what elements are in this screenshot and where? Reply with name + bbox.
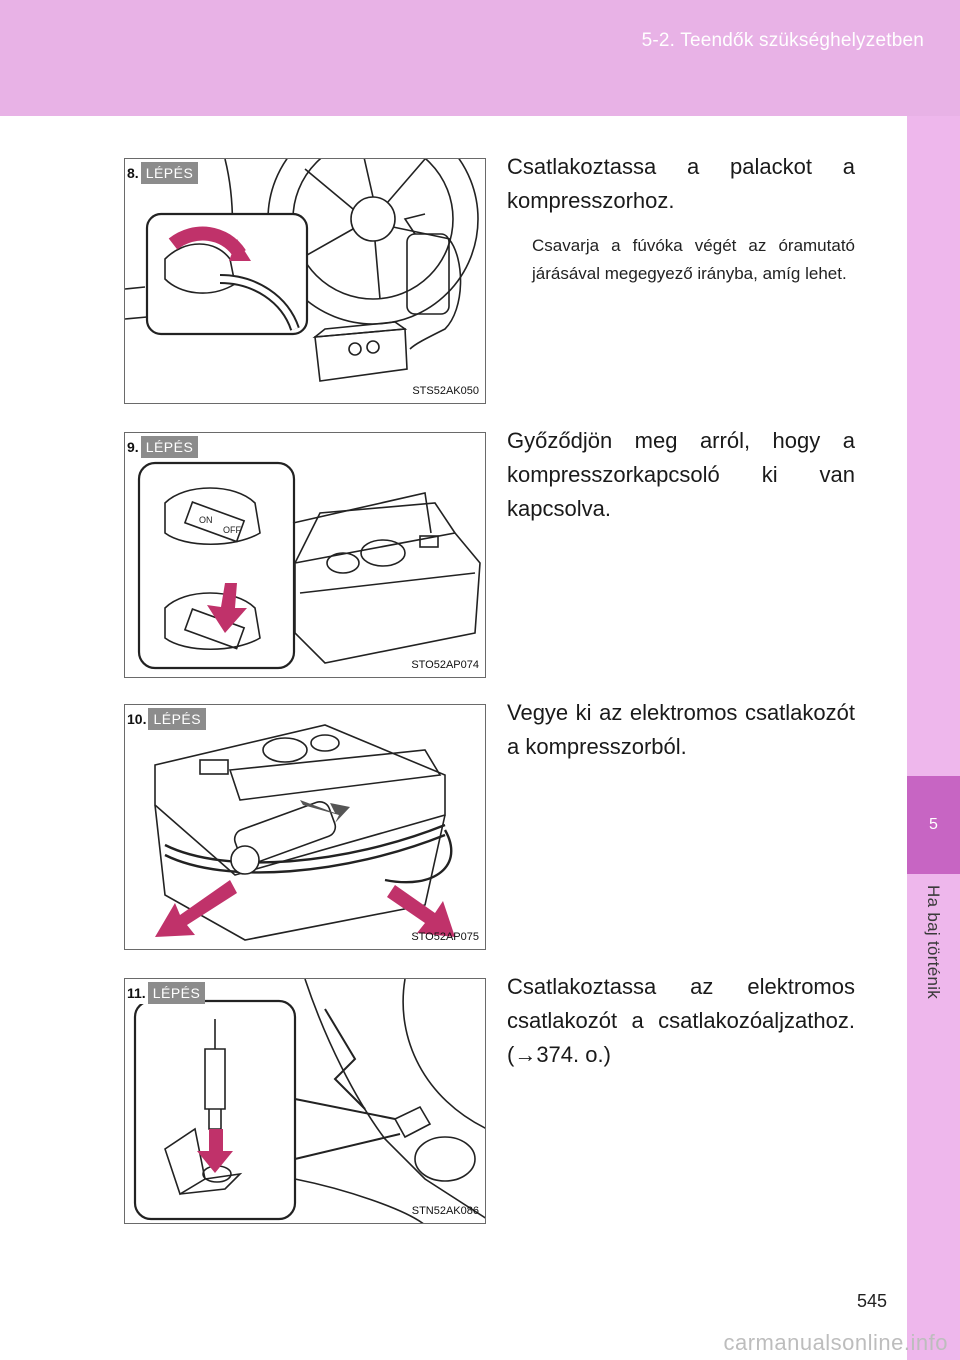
step-badge: [125, 708, 206, 730]
step-badge: [125, 436, 198, 458]
illustration-plug-socket: [125, 979, 486, 1224]
step-badge: [125, 982, 205, 1004]
step-number: 9.: [125, 436, 141, 458]
illustration-remove-plug: [125, 705, 486, 950]
figure-step-8: [124, 158, 486, 404]
step-10-text: Vegye ki az elektromos csatlakozót a kompresszorból.: [507, 700, 855, 759]
switch-on-label: ON: [199, 515, 213, 525]
figure-step-11: [124, 978, 486, 1224]
step-8-text: Csatlakoztassa a palackot a kompresszorhoz.: [507, 154, 855, 213]
step-11-text: Csatlakoztassa az elektromos csatlakozót a csatlakozóaljzathoz. (→374. o.): [507, 974, 855, 1067]
chapter-title: Ha baj történik: [924, 885, 943, 1000]
illustration-compressor-switch: [125, 433, 486, 678]
illustration-bottle-compressor: [125, 159, 486, 404]
step-8-subtext: Csavarja a fúvóka végét az óramutató járásával megegyező irányba, amíg lehet.: [532, 236, 855, 283]
figure-step-9: [124, 432, 486, 678]
figure-code: STN52AK086: [411, 1205, 479, 1217]
step-9-text: Győződjön meg arról, hogy a kompresszorkapcsoló ki van kapcsolva.: [507, 428, 855, 521]
figure-code: STS52AK050: [412, 385, 479, 397]
step-number: 11.: [125, 982, 148, 1004]
chapter-side-tab: [907, 116, 960, 1360]
switch-off-label: OFF: [223, 525, 241, 535]
section-title: 5-2. Teendők szükséghelyzetben: [641, 30, 924, 51]
figure-step-10: [124, 704, 486, 950]
step-label: LÉPÉS: [148, 982, 206, 1004]
header-bar: [0, 0, 960, 116]
watermark: carmanualsonline.info: [723, 1330, 948, 1355]
step-label: LÉPÉS: [141, 162, 199, 184]
figure-code: STO52AP075: [411, 931, 479, 943]
chapter-number: 5: [907, 776, 960, 874]
step-label: LÉPÉS: [141, 436, 199, 458]
step-number: 10.: [125, 708, 148, 730]
step-label: LÉPÉS: [148, 708, 206, 730]
page-number: 545: [857, 1291, 888, 1311]
figure-code: STO52AP074: [411, 659, 479, 671]
step-number: 8.: [125, 162, 141, 184]
step-badge: [125, 162, 198, 184]
